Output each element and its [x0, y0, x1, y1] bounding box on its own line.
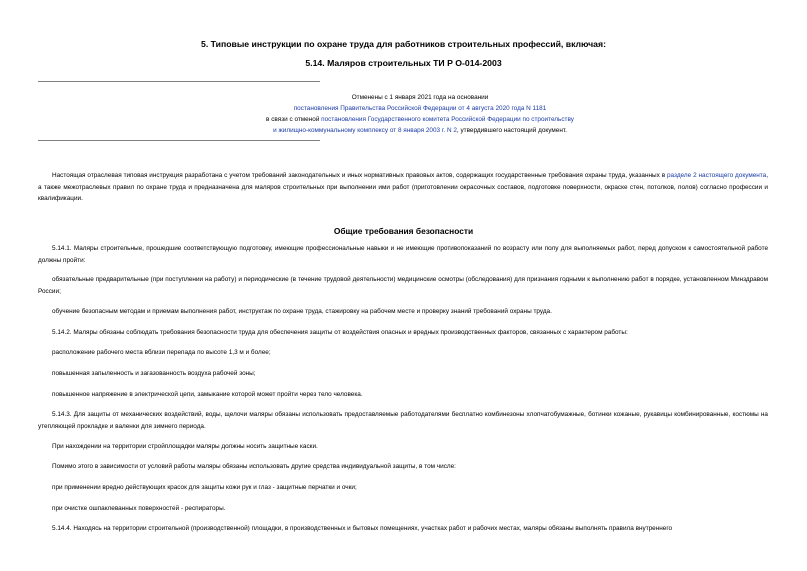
cancellation-notice: [160, 92, 680, 136]
paragraph-other-ppe: Помимо этого в зависимости от условий работы маляры обязаны использовать другие средства индивидуальной защиты, в том числе:: [52, 463, 456, 470]
paragraph-training: обучение безопасным методам и приемам выполнения работ, инструктаж по охране труда, стажировку на рабочем месте и проверку знаний требований охраны труда.: [52, 308, 552, 315]
intro-paragraph: Настоящая отраслевая типовая инструкция разработана с учетом требований законодательных и иных нормативных правовых актов, содержащих государственные требования охраны труда, указанных в разделе 2 настоящего документа, а также межотраслевых правил по охране труда и предназначена для маляров строительных при выполнении ими работ (приготовлении окрасочных составов, подготовке поверхности, окраске стен, потолков, полов) согласно профессии и квалификации.: [38, 172, 768, 202]
notice-link-gosstroy-decree-cont[interactable]: и жилищно-коммунальному комплексу от 8 января 2003 г. N 2: [273, 127, 457, 134]
paragraph-helmets: При нахождении на территории стройплощадки маляры должны носить защитные каски.: [52, 443, 318, 450]
paragraph-5-14-2: 5.14.2. Маляры обязаны соблюдать требования безопасности труда для обеспечения защиты от воздействия опасных и вредных производственных факторов, связанных с характером работы:: [52, 329, 628, 336]
notice-link-gosstroy-decree[interactable]: постановления Государственного комитета Российской Федерации по строительству: [321, 116, 574, 123]
paragraph-5-14-3: 5.14.3. Для защиты от механических воздействий, воды, щелочи маляры обязаны использовать предоставляемые работодателями бесплатно комбинезоны хлопчатобумажные, ботинки кожаные, рукавицы комбинированные, костюмы на утепляющей прокладке и валенки для зимнего периода.: [38, 411, 768, 430]
section-title: Общие требования безопасности: [333, 226, 474, 236]
divider-top: [38, 81, 320, 82]
notice-line-1: Отменены с 1 января 2021 года на основании: [351, 94, 489, 101]
notice-line-3-prefix: в связи с отменой: [266, 116, 322, 123]
notice-link-government-decree[interactable]: постановления Правительства Российской Федерации от 4 августа 2020 года N 1181: [293, 105, 547, 112]
paragraph-5-14-4: 5.14.4. Находясь на территории строительной (производственной) площадки, в производственных и бытовых помещениях, участках работ и рабочих местах, маляры обязаны выполнять правила внутреннего: [52, 525, 673, 532]
paragraph-dust-hazard: повышенная запыленность и загазованность воздуха рабочей зоны;: [52, 370, 256, 377]
paragraph-gloves-goggles: при применении вредно действующих красок для защиты кожи рук и глаз - защитные перчатки и очки;: [52, 484, 357, 491]
document-heading: 5. Типовые инструкции по охране труда для работников строительных профессий, включая:: [201, 39, 606, 49]
paragraph-5-14-1: 5.14.1. Маляры строительные, прошедшие соответствующую подготовку, имеющие профессиональные навыки и не имеющие противопоказаний по возрасту или полу для выполняемых работ, перед допуском к самостоятельной работе должны пройти:: [38, 245, 768, 264]
paragraph-respirators: при очистке ошпаклеванных поверхностей - респираторы.: [52, 505, 226, 512]
document-subheading: 5.14. Маляров строительных ТИ Р О-014-2003: [305, 58, 502, 68]
notice-line-4-suffix: , утвердившего настоящий документ.: [456, 127, 567, 134]
divider-bottom: [38, 140, 320, 141]
paragraph-voltage-hazard: повышенное напряжение в электрической цепи, замыкание которой может пройти через тело человека.: [52, 391, 363, 398]
link-section-2[interactable]: разделе 2 настоящего документа: [667, 172, 767, 179]
paragraph-height-hazard: расположение рабочего места вблизи перепада по высоте 1,3 м и более;: [52, 349, 271, 356]
paragraph-medical-exams: обязательные предварительные (при поступлении на работу) и периодические (в течение трудовой деятельности) медицинские осмотры (обследования) для признания годными к выполнению работ в порядке, установленном Минздравом России;: [38, 276, 768, 295]
